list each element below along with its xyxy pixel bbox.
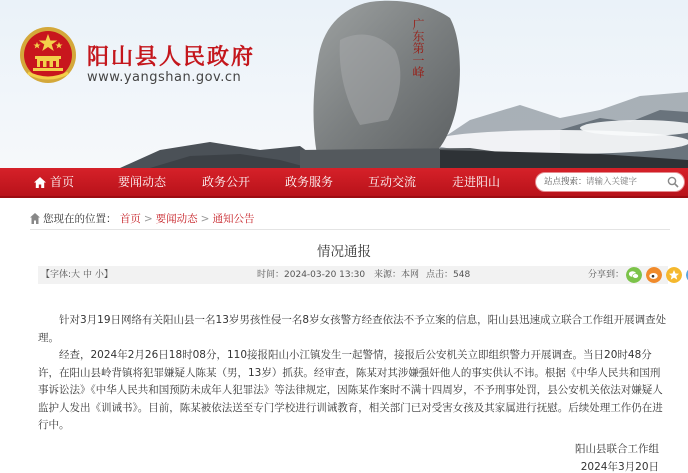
site-search: [535, 172, 685, 192]
breadcrumb-prefix: 您现在的位置：: [43, 213, 117, 225]
weibo-icon[interactable]: [646, 267, 662, 283]
home-icon: [34, 177, 46, 188]
article-body: [38, 312, 668, 435]
search-input[interactable]: [586, 174, 666, 190]
main-nav: [0, 168, 688, 198]
font-medium-button[interactable]: 中: [82, 270, 92, 280]
search-icon[interactable]: [667, 176, 679, 188]
home-location-icon: [30, 213, 40, 224]
breadcrumb-news[interactable]: 要闻动态: [155, 213, 198, 225]
time-label: 时间：: [257, 270, 285, 280]
nav-item-services[interactable]: 政务服务: [285, 175, 334, 189]
breadcrumb-divider: [30, 229, 670, 230]
site-url: www.yangshan.gov.cn: [87, 70, 242, 85]
site-title: 阳山县人民政府: [87, 44, 256, 70]
click-count: [426, 266, 470, 284]
national-emblem-icon: [18, 25, 78, 85]
breadcrumb-home[interactable]: 首页: [119, 213, 141, 225]
nav-item-gov-affairs[interactable]: 政务公开: [202, 175, 251, 189]
share-label: 分享到：: [588, 270, 625, 280]
nav-item-interaction[interactable]: 互动交流: [368, 175, 417, 189]
article-signature: [575, 440, 659, 473]
nav-label: 首页: [50, 175, 75, 189]
search-label: 站点搜索：: [544, 177, 587, 187]
breadcrumb-separator: >: [143, 213, 153, 225]
font-size-switcher: [41, 266, 113, 284]
article-meta-bar: [38, 266, 668, 284]
article-source: [374, 266, 419, 284]
nav-item-news[interactable]: 要闻动态: [118, 175, 167, 189]
article-title: 情况通报: [317, 244, 371, 260]
publish-time: [257, 266, 365, 284]
time-value: 2024-03-20 13:30: [284, 270, 366, 280]
nav-item-about[interactable]: 走进阳山: [452, 175, 501, 189]
font-small-button[interactable]: 小: [94, 270, 104, 280]
wechat-icon[interactable]: [626, 267, 642, 283]
rock-inscription: 广东第一峰: [411, 18, 425, 78]
font-size-label: 【字体:: [41, 270, 72, 280]
font-large-button[interactable]: 大: [71, 270, 81, 280]
qzone-icon[interactable]: [666, 267, 682, 283]
breadcrumb-separator: >: [200, 213, 210, 225]
source-value: 本网: [401, 270, 420, 280]
breadcrumb-notices[interactable]: 通知公告: [212, 213, 255, 225]
header-banner: [0, 0, 688, 168]
font-size-close: 】: [103, 270, 113, 280]
article-paragraph: 经查，2024年2月26日18时08分，110接报阳山小江镇发生一起警情，接报后公安机关立即组织警力开展调查。当日20时48分许，在阳山县岭背镇将犯罪嫌疑人陈某（男，13岁）抓获。经审查，陈某对其涉嫌强奸他人的事实供认不讳。根据《中华人民共和国刑事诉讼法》《中华人民共和国预防未成年人犯罪法》等法律规定，因陈某作案时不满十四周岁，不予刑事处罚，县公安机关依法对嫌疑人监护人发出《训诫书》。目前，陈某被依法送至专门学校进行训诫教育，相关部门已对受害女孩及其家属进行抚慰。后续处理工作仍在进行中。: [38, 349, 663, 431]
source-label: 来源：: [374, 270, 402, 280]
signature-org: 阳山县联合工作组: [575, 443, 659, 455]
breadcrumb: [30, 211, 254, 226]
article-paragraph: 针对3月19日网络有关阳山县一名13岁男孩性侵一名8岁女孩警方经查依法不予立案的信息，阳山县迅速成立联合工作组开展调查处理。: [38, 314, 667, 344]
clicks-label: 点击：: [426, 270, 454, 280]
nav-item-home[interactable]: [34, 168, 74, 196]
clicks-value: 548: [453, 270, 471, 280]
signature-date: 2024年3月20日: [580, 461, 659, 473]
